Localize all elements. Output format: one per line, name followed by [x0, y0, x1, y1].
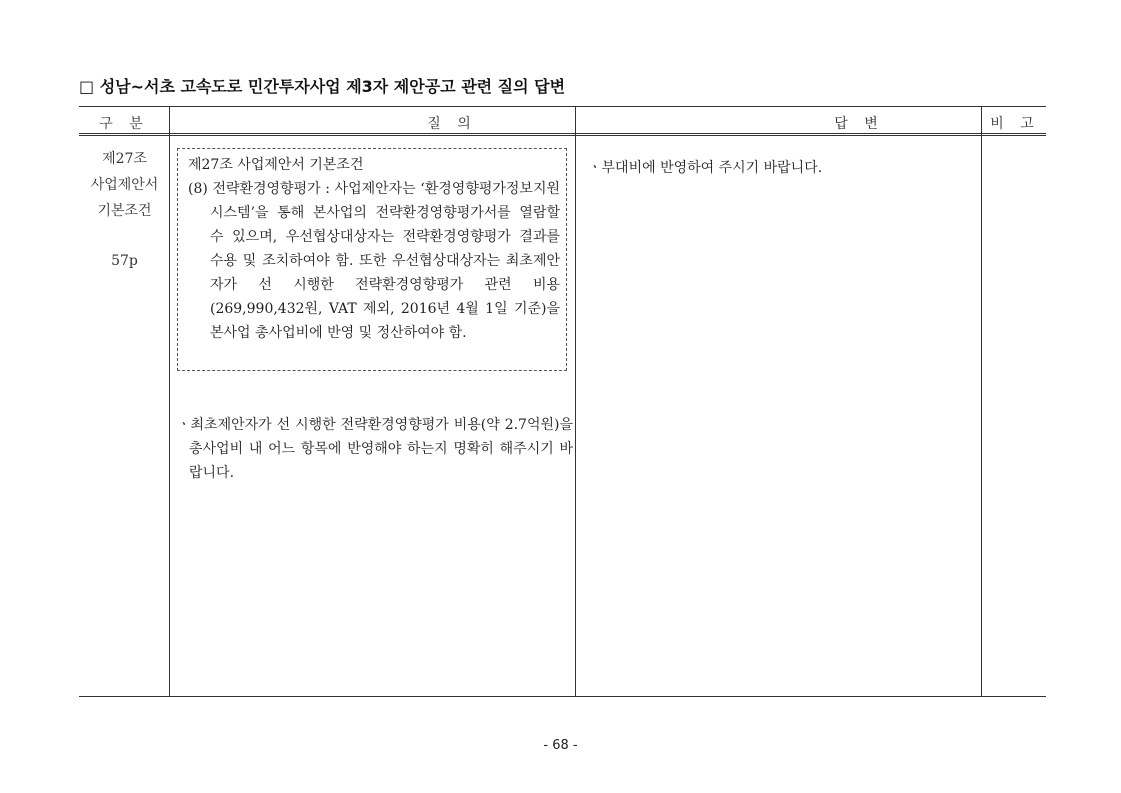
category-cell: [79, 146, 170, 274]
category-name-line2: 기본조건: [97, 203, 152, 219]
page-title: □ 성남~서초 고속도로 민간투자사업 제3자 제안공고 관련 질의 답변: [79, 77, 566, 96]
header-remarks: 비 고: [990, 116, 1040, 132]
column-divider: [981, 107, 982, 696]
column-divider: [575, 107, 576, 696]
question-text: ㆍ최초제안자가 선 시행한 전략환경영향평가 비용(약 2.7억원)을 총사업비 내 어느 항목에 반영해야 하는지 명확히 해주시기 바랍니다.: [177, 417, 573, 481]
category-name-line1: 사업제안서: [90, 177, 159, 193]
spacer: [79, 224, 170, 248]
table-header: [79, 107, 1046, 136]
category-article: 제27조: [102, 151, 147, 167]
header-category: 구 분: [99, 116, 149, 132]
question-quote-box: [177, 148, 567, 371]
category-page: 57p: [111, 253, 138, 269]
answer-text: ㆍ부대비에 반영하여 주시기 바랍니다.: [588, 160, 823, 176]
quote-heading: 제27조 사업제안서 기본조건: [188, 157, 364, 173]
page-number: - 68 -: [543, 738, 578, 753]
header-answer: 답 변: [834, 116, 884, 132]
header-question: 질 의: [427, 116, 477, 132]
quote-item: (8) 전략환경영향평가 : 사업제안자는 ‘환경영향평가정보지원시스템’을 통해 본사업의 전략환경영향평가서를 열람할 수 있으며, 우선협상대상자는 전략환경영향평가 결과를 수용 및 조치하여야 함. 또한 우선협상대상자는 최초제안자가 선 시행한 전략환경영향평가 관련 비용(269,990,432원, VAT 제외, 2016년 4월 1일 기준)을 본사업 총사업비에 반영 및 정산하여야 함.: [188, 181, 560, 341]
